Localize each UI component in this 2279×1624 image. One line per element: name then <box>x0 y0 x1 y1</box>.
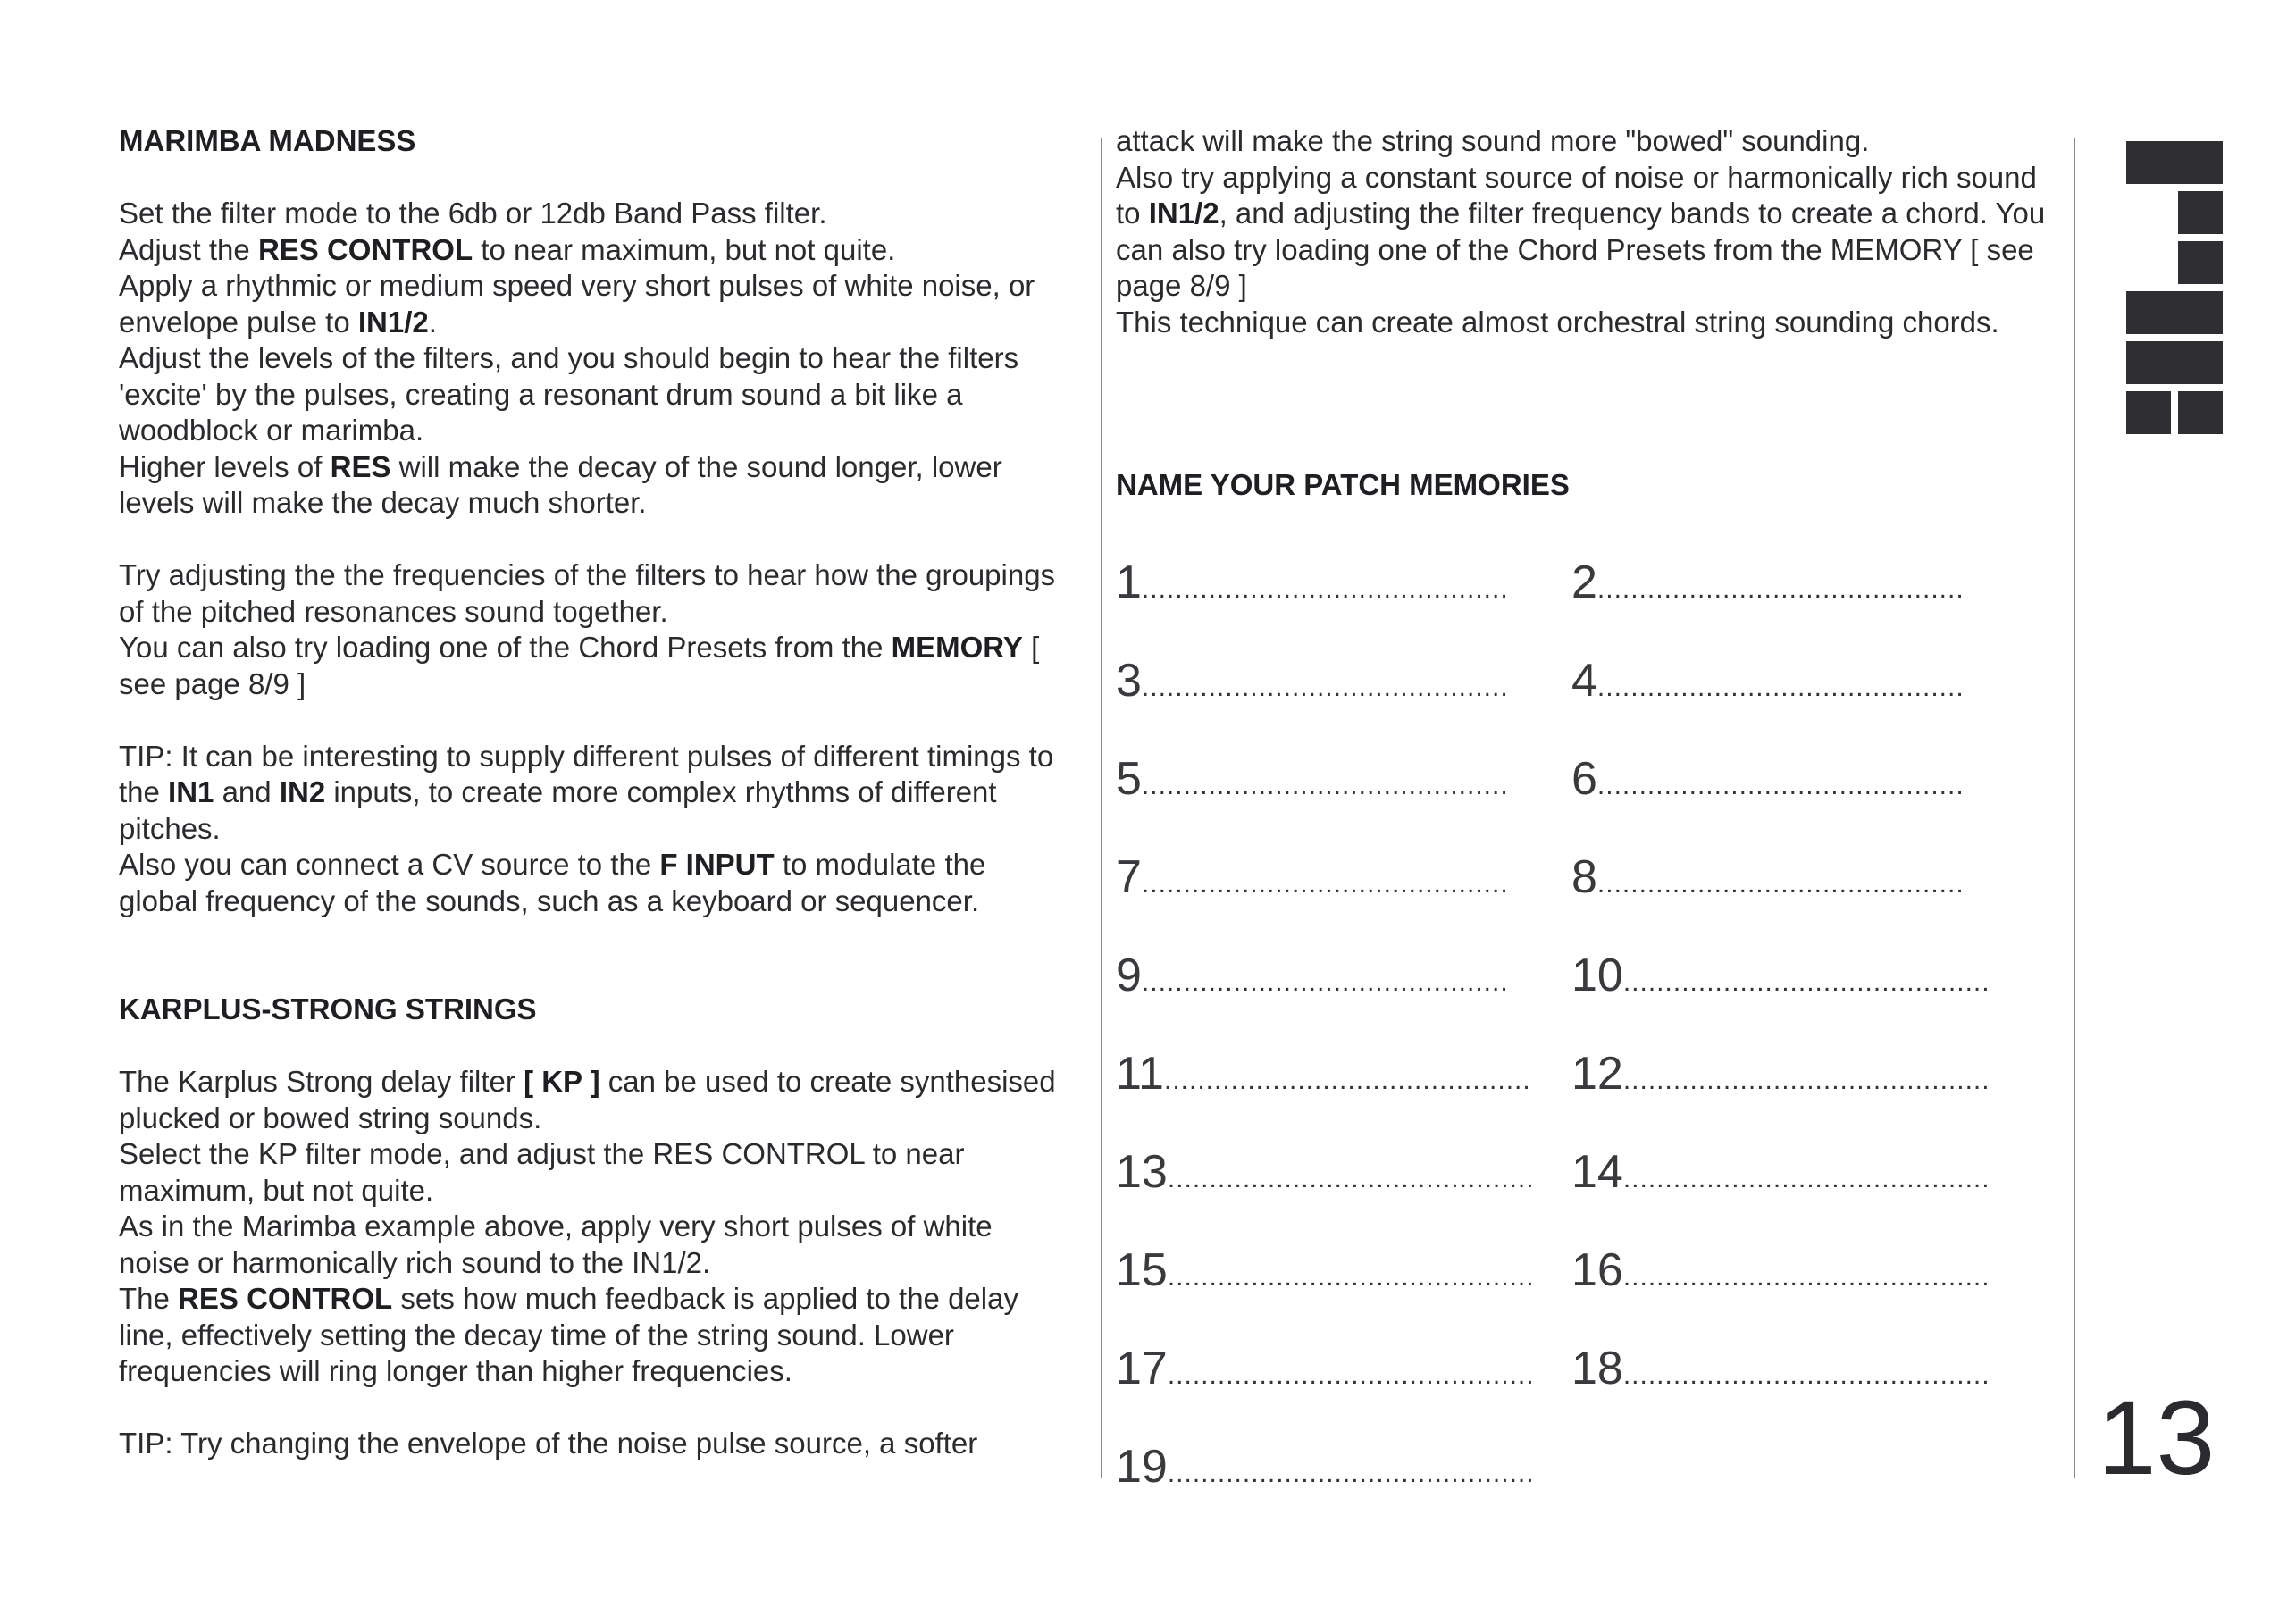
memory-slot[interactable]: 7 ............................................ <box>1116 851 1509 903</box>
section-heading-patch-memories: NAME YOUR PATCH MEMORIES <box>1116 468 1570 501</box>
memory-slot[interactable]: 9 ............................................ <box>1116 950 1509 1001</box>
memory-slot[interactable]: 16 ............................................ <box>1571 1244 1990 1296</box>
memory-slot[interactable]: 11 ............................................ <box>1116 1048 1531 1100</box>
section-heading-karplus: KARPLUS-STRONG STRINGS <box>119 992 537 1025</box>
list-item <box>1116 643 2027 741</box>
list-item <box>1116 1233 2027 1331</box>
memory-slot[interactable]: 19 ............................................ <box>1116 1441 1535 1493</box>
patch-memory-list <box>1116 545 2027 1528</box>
paragraph: This technique can create almost orchestral string sounding chords. <box>1116 305 1999 339</box>
page-number: 13 <box>2098 1379 2216 1497</box>
middle-column <box>1116 123 2067 340</box>
memory-slot[interactable]: 3 ............................................ <box>1116 655 1509 707</box>
memory-slot[interactable]: 12 ............................................ <box>1571 1048 1990 1100</box>
paragraph: Apply a rhythmic or medium speed very short pulses of white noise, or envelope pulse to IN1/2. <box>119 269 1043 339</box>
brand-logo <box>2126 141 2223 436</box>
section-heading-marimba: MARIMBA MADNESS <box>119 124 416 157</box>
paragraph: The Karplus Strong delay filter [ KP ] can be used to create synthesised plucked or bowed string sounds. <box>119 1065 1064 1134</box>
memory-slot[interactable]: 6 ............................................ <box>1571 753 1965 805</box>
memory-slot[interactable]: 14 ............................................ <box>1571 1146 1990 1198</box>
paragraph: TIP: It can be interesting to supply different pulses of different timings to the IN1 and IN2 inputs, to create more complex rhythms of different pitches. <box>119 739 1062 845</box>
paragraph: attack will make the string sound more "bowed" sounding. <box>1116 124 1870 157</box>
memory-slot[interactable]: 1 ............................................ <box>1116 557 1509 608</box>
memory-slot[interactable]: 2 ............................................ <box>1571 557 1965 608</box>
column-divider-right <box>2074 138 2075 1478</box>
memory-slot[interactable]: 5 ............................................ <box>1116 753 1509 805</box>
memory-slot[interactable]: 17 ............................................ <box>1116 1343 1535 1394</box>
memory-slot[interactable]: 15 ............................................ <box>1116 1244 1535 1296</box>
paragraph: Try adjusting the the frequencies of the filters to hear how the groupings of the pitched resonances sound together. <box>119 558 1064 628</box>
paragraph: The RES CONTROL sets how much feedback is applied to the delay line, effectively setting the decay time of the string sound. Lower frequencies will ring longer than higher frequencies. <box>119 1282 1027 1387</box>
paragraph: As in the Marimba example above, apply very short pulses of white noise or harmonically rich sound to the IN1/2. <box>119 1210 1001 1279</box>
paragraph: Also try applying a constant source of noise or harmonically rich sound <box>1116 160 2037 194</box>
paragraph: to IN1/2, and adjusting the filter frequency bands to create a chord. You can also try loading one of the Chord Presets from the MEMORY [ see page 8/9 ] <box>1116 197 2054 302</box>
memory-slot[interactable]: 4 ............................................ <box>1571 655 1965 707</box>
paragraph: You can also try loading one of the Chord Presets from the MEMORY [ see page 8/9 ] <box>119 631 1048 700</box>
paragraph: Adjust the levels of the filters, and you should begin to hear the filters 'excite' by the pulses, creating a resonant drum sound a bit like a woodblock or marimba. <box>119 341 1027 447</box>
paragraph: Select the KP filter mode, and adjust the RES CONTROL to near maximum, but not quite. <box>119 1137 973 1207</box>
paragraph: Set the filter mode to the 6db or 12db Band Pass filter. <box>119 197 827 230</box>
column-divider-left <box>1101 138 1102 1478</box>
list-item <box>1116 840 2027 938</box>
memory-slot[interactable]: 10 ............................................ <box>1571 950 1990 1001</box>
paragraph: Also you can connect a CV source to the F INPUT to modulate the global frequency of the sounds, such as a keyboard or sequencer. <box>119 848 994 917</box>
list-item <box>1116 1429 2027 1528</box>
memory-slot[interactable]: 13 ............................................ <box>1116 1146 1535 1198</box>
paragraph: Adjust the RES CONTROL to near maximum, but not quite. <box>119 232 896 266</box>
paragraph: TIP: Try changing the envelope of the noise pulse source, a softer <box>119 1427 978 1460</box>
list-item <box>1116 938 2027 1036</box>
list-item <box>1116 1331 2027 1429</box>
left-column <box>119 123 1066 1462</box>
paragraph: Higher levels of RES will make the decay of the sound longer, lower levels will make the decay much shorter. <box>119 449 1010 519</box>
list-item <box>1116 741 2027 840</box>
memory-slot[interactable]: 18 ............................................ <box>1571 1343 1990 1394</box>
list-item <box>1116 1134 2027 1233</box>
list-item <box>1116 545 2027 643</box>
list-item <box>1116 1036 2027 1134</box>
memory-slot[interactable]: 8 ............................................ <box>1571 851 1965 903</box>
